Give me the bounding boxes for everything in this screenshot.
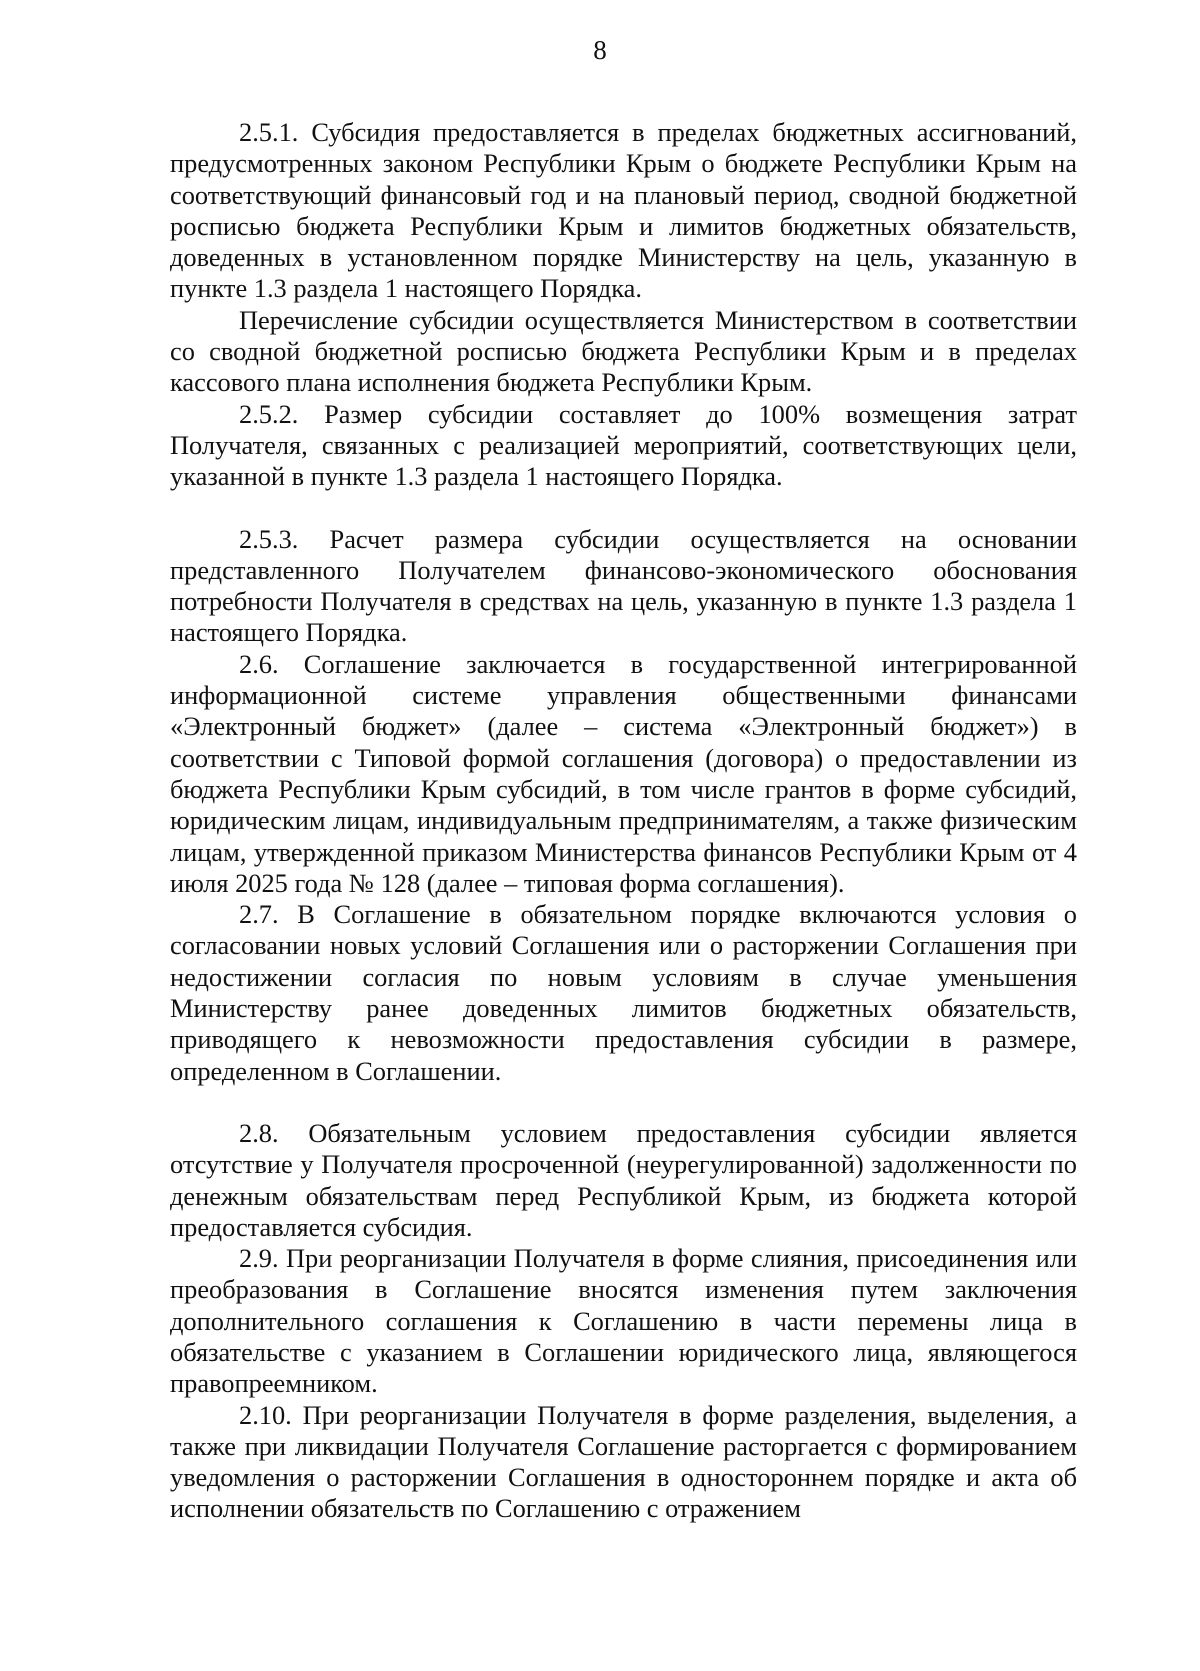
paragraph-2-5-3: 2.5.3. Расчет размера субсидии осуществляется на основании представленного Получателем финансово-экономического обоснования потребности Получателя в средствах на цель, указанную в пункте 1.3 раздела 1 настоящего Порядка. [170,523,1077,648]
paragraph-2-5-2: 2.5.2. Размер субсидии составляет до 100% возмещения затрат Получателя, связанных с реализацией мероприятий, соответствующих цели, указанной в пункте 1.3 раздела 1 настоящего Порядка. [170,398,1077,492]
paragraph-transfer: Перечисление субсидии осуществляется Министерством в соответствии со сводной бюджетной росписью бюджета Республики Крым и в пределах кассового плана исполнения бюджета Республики Крым. [170,304,1077,398]
paragraph-2-9: 2.9. При реорганизации Получателя в форме слияния, присоединения или преобразования в Соглашение вносятся изменения путем заключения дополнительного соглашения к Соглашению в части перемены лица в обязательстве с указанием в Соглашении юридического лица, являющегося правопреемником. [170,1243,1077,1399]
document-body [170,117,1077,1525]
page-number: 8 [593,35,607,65]
paragraph-2-7: 2.7. В Соглашение в обязательном порядке включаются условия о согласовании новых условий Соглашения или о расторжении Соглашения при недостижении согласия по новым условиям в случае уменьшения Министерству ранее доведенных лимитов бюджетных обязательств, приводящего к невозможности предоставления субсидии в размере, определенном в Соглашении. [170,899,1077,1086]
paragraph-2-8: 2.8. Обязательным условием предоставления субсидии является отсутствие у Получателя просроченной (неурегулированной) задолженности по денежным обязательствам перед Республикой Крым, из бюджета которой предоставляется субсидия. [170,1117,1077,1242]
paragraph-2-5-1: 2.5.1. Субсидия предоставляется в пределах бюджетных ассигнований, предусмотренных законом Республики Крым о бюджете Республики Крым на соответствующий финансовый год и на плановый период, сводной бюджетной росписью бюджета Республики Крым и лимитов бюджетных обязательств, доведенных в установленном порядке Министерству на цель, указанную в пункте 1.3 раздела 1 настоящего Порядка. [170,117,1077,304]
paragraph-2-6: 2.6. Соглашение заключается в государственной интегрированной информационной системе управления общественными финансами «Электронный бюджет» (далее – система «Электронный бюджет») в соответствии с Типовой формой соглашения (договора) о предоставлении из бюджета Республики Крым субсидий, в том числе грантов в форме субсидий, юридическим лицам, индивидуальным предпринимателям, а также физическим лицам, утвержденной приказом Министерства финансов Республики Крым от 4 июля 2025 года № 128 (далее – типовая форма соглашения). [170,648,1077,898]
paragraph-2-10: 2.10. При реорганизации Получателя в форме разделения, выделения, а также при ликвидации Получателя Соглашение расторгается с формированием уведомления о расторжении Соглашения в одностороннем порядке и акта об исполнении обязательств по Соглашению с отражением [170,1399,1077,1524]
